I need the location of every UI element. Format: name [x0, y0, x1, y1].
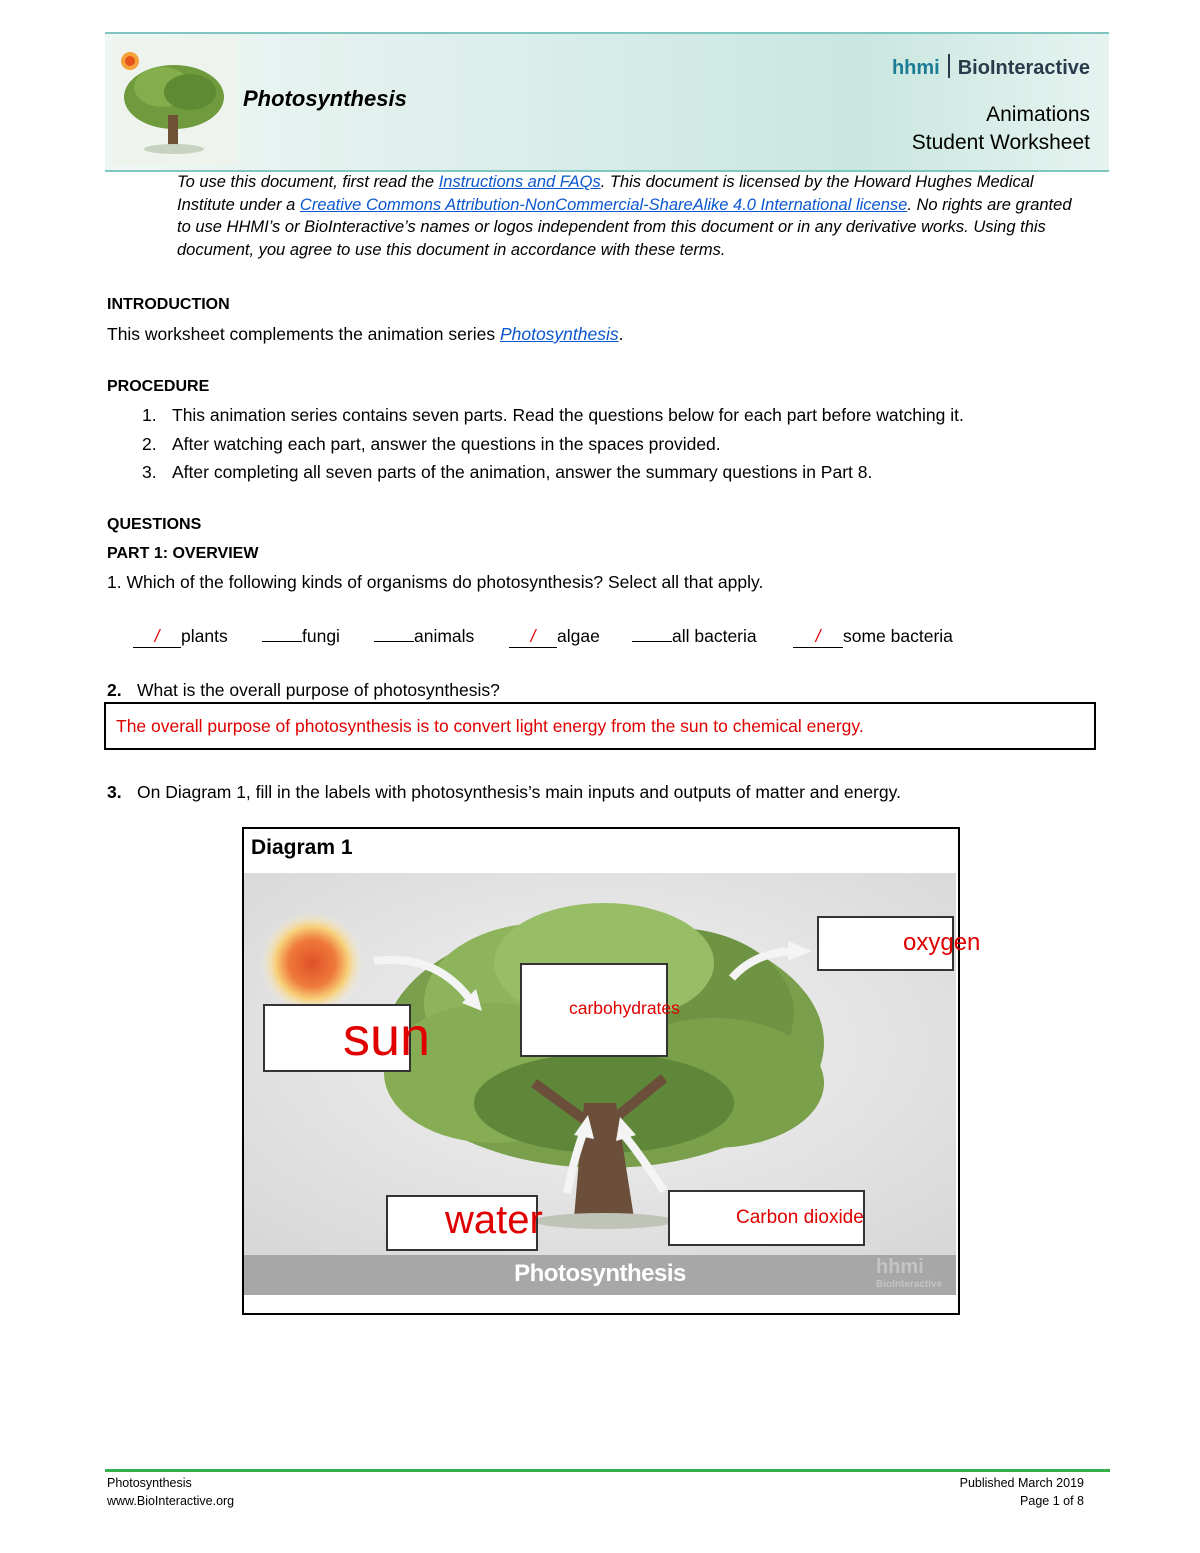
footer-title: Photosynthesis	[107, 1476, 192, 1490]
step-text: After completing all seven parts of the animation, answer the summary questions in Part 8.	[172, 462, 873, 482]
header-subtitle-worksheet: Student Worksheet	[911, 131, 1090, 154]
sun-icon	[260, 911, 364, 1015]
option-fungi[interactable]	[262, 626, 340, 647]
step-number: 2.	[142, 434, 157, 454]
tree-thumbnail	[112, 37, 238, 165]
footer-page-number: Page 1 of 8	[1020, 1494, 1084, 1508]
license-text-1: To use this document, first read the	[177, 173, 439, 191]
photosynthesis-link[interactable]: Photosynthesis	[499, 324, 619, 344]
question-3	[107, 782, 901, 803]
question-number: 2.	[107, 680, 122, 700]
license-text-2: . This document is licensed by the Howard Hughes Medical Institute under a	[177, 173, 1034, 214]
step-text: After watching each part, answer the questions in the spaces provided.	[172, 434, 721, 454]
option-animals[interactable]	[374, 626, 474, 647]
question-text: On Diagram 1, fill in the labels with photosynthesis’s main inputs and outputs of matter and energy.	[137, 782, 901, 802]
procedure-heading: PROCEDURE	[107, 378, 210, 395]
checkmark-plants[interactable]: /	[133, 626, 181, 648]
option-plants[interactable]	[133, 626, 228, 648]
question-number: 1.	[107, 572, 122, 592]
procedure-step	[142, 405, 964, 426]
step-number: 1.	[142, 405, 157, 425]
question-number: 3.	[107, 782, 122, 802]
option-label: all bacteria	[672, 626, 757, 646]
diagram-banner-title: Photosynthesis	[514, 1260, 686, 1287]
instructions-faqs-link[interactable]: Instructions and FAQs	[438, 173, 601, 191]
step-text: This animation series contains seven parts. Read the questions below for each part before watching it.	[172, 405, 964, 425]
questions-heading: QUESTIONS	[107, 516, 202, 533]
label-sun[interactable]: sun	[343, 1007, 431, 1067]
label-carbohydrates[interactable]: carbohydrates	[569, 998, 680, 1018]
header-subtitle-animations: Animations	[986, 103, 1090, 126]
page-title: Photosynthesis	[243, 86, 407, 111]
introduction-heading: INTRODUCTION	[107, 296, 230, 313]
option-algae[interactable]	[509, 626, 600, 648]
logo-biointeractive: BioInteractive	[957, 57, 1090, 79]
blank-animals[interactable]	[374, 641, 414, 642]
checkmark-algae[interactable]: /	[509, 626, 557, 648]
option-label: fungi	[302, 626, 340, 646]
option-label: animals	[414, 626, 475, 646]
cc-license-link[interactable]: Creative Commons Attribution-NonCommercial-ShareAlike 4.0 International license	[299, 195, 908, 214]
question-2	[107, 680, 500, 701]
question-text: Which of the following kinds of organisms do photosynthesis? Select all that apply.	[126, 572, 764, 592]
logo-hhmi: hhmi	[891, 57, 940, 79]
label-water[interactable]: water	[445, 1198, 543, 1242]
diagram-hhmi-logo	[876, 1258, 942, 1294]
footer-rule	[105, 1469, 1110, 1472]
option-some-bacteria[interactable]	[793, 626, 953, 648]
logo-hhmi: hhmi	[876, 1256, 924, 1278]
label-carbon-dioxide[interactable]: Carbon dioxide	[736, 1207, 864, 1228]
procedure-step	[142, 462, 872, 483]
diagram-title: Diagram 1	[251, 836, 353, 859]
blank-fungi[interactable]	[262, 641, 302, 642]
step-number: 3.	[142, 462, 157, 482]
option-all-bacteria[interactable]	[632, 626, 757, 647]
hhmi-biointeractive-logo	[892, 54, 1090, 80]
logo-biointeractive: BioInteractive	[876, 1279, 943, 1290]
footer-published: Published March 2019	[959, 1476, 1084, 1490]
blank-all-bacteria[interactable]	[632, 641, 672, 642]
footer-website: www.BioInteractive.org	[107, 1494, 235, 1508]
part1-heading: PART 1: OVERVIEW	[107, 545, 259, 562]
answer-text[interactable]: The overall purpose of photosynthesis is to convert light energy from the sun to chemical energy.	[116, 716, 864, 736]
license-text-3: . No rights are granted to use HHMI’s or BioInteractive’s names or logos independent from this document or in any derivative works. Using this document, you agree to use this document in accordance with these terms.	[177, 195, 1072, 259]
introduction-period: .	[618, 324, 624, 344]
question-1	[107, 572, 763, 593]
introduction-sentence: This worksheet complements the animation series	[107, 324, 500, 344]
option-label: algae	[557, 626, 600, 646]
license-notice	[177, 171, 1087, 261]
option-label: plants	[181, 626, 228, 646]
introduction-text	[107, 324, 624, 345]
procedure-step	[142, 434, 721, 455]
label-oxygen[interactable]: oxygen	[903, 929, 981, 956]
question-text: What is the overall purpose of photosynthesis?	[137, 680, 500, 700]
checkmark-some-bacteria[interactable]: /	[793, 626, 843, 648]
option-label: some bacteria	[843, 626, 953, 646]
